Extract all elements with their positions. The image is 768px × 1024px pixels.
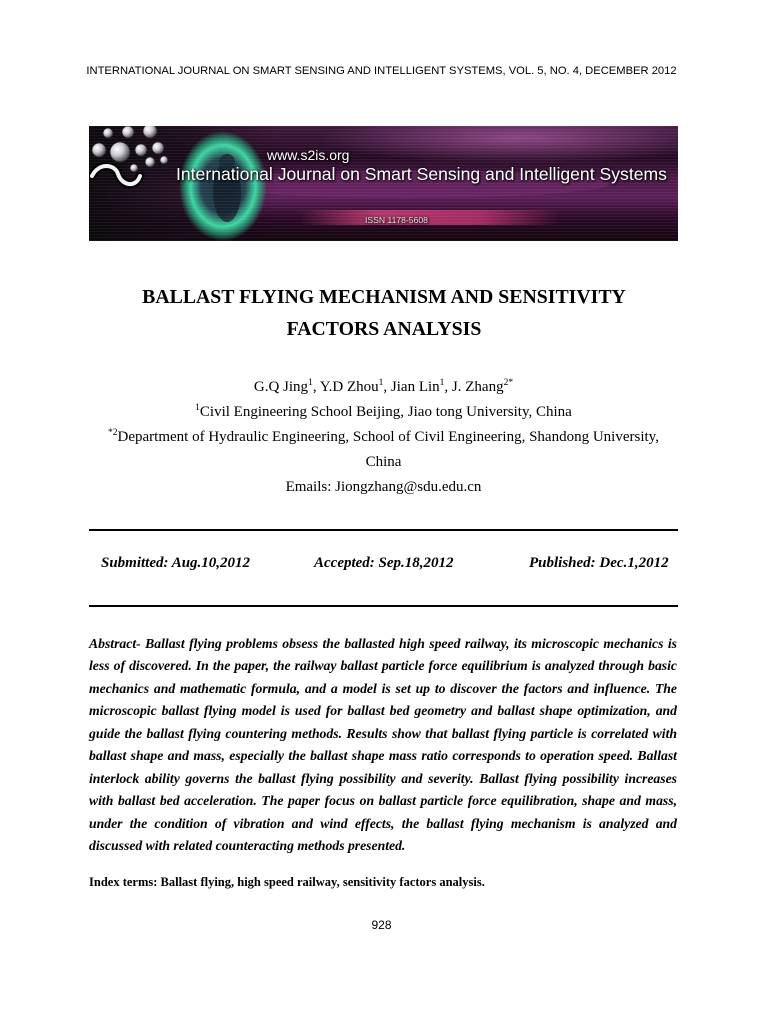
affiliation-mark: 1 [195, 403, 200, 413]
author-name: J. Zhang [451, 379, 504, 395]
abstract-line: ballast shape and mass, especially the ballast shape mass ratio corresponds to operation speed. Ballast [89, 748, 677, 764]
contact-emails: Emails: Jiongzhang@sdu.edu.cn [285, 479, 482, 495]
divider-top [89, 529, 678, 531]
page-number: 928 [371, 918, 392, 932]
affiliation-text: Department of Hydraulic Engineering, School of Civil Engineering, Shandong University, China [117, 429, 659, 470]
abstract-line: guide the ballast flying countering methods. Results show that ballast flying particle is correlated with [89, 725, 677, 741]
banner-journal-name: International Journal on Smart Sensing and Intelligent Systems [176, 164, 667, 184]
abstract [89, 633, 677, 857]
abstract-line: Abstract- Ballast flying problems obsess the ballasted high speed railway, its microscopic mechanics is [89, 636, 677, 651]
author-separator: , [444, 379, 452, 395]
date-published: Published: Dec.1,2012 [529, 555, 669, 571]
index-terms: Index terms: Ballast flying, high speed railway, sensitivity factors analysis. [89, 875, 485, 889]
journal-banner [89, 126, 678, 241]
divider-bottom [89, 605, 678, 607]
author-name: G.Q Jing [253, 379, 309, 395]
abstract-line: less of discovered. In the paper, the railway ballast particle force equilibrium is analyzed through basic [89, 658, 677, 674]
abstract-line: microscopic ballast flying model is used for ballast bed geometry and ballast shape optimization, and [89, 703, 677, 719]
abstract-line: under the condition of vibration and wind effects, the ballast flying mechanism is analyzed and [89, 815, 677, 831]
abstract-line: with ballast bed acceleration. The paper focus on ballast particle force equilibration, shape and mass, [89, 793, 677, 809]
running-header: INTERNATIONAL JOURNAL ON SMART SENSING AND INTELLIGENT SYSTEMS, VOL. 5, NO. 4, DECEMBER 2012 [86, 65, 677, 77]
author-list [96, 375, 671, 400]
author-affiliation-mark: 1 [439, 378, 445, 388]
banner-url-text: www.s2is.org [267, 147, 350, 163]
author-name: Jian Lin [390, 379, 440, 395]
abstract-line: discussed with related counteracting methods presented. [89, 837, 406, 853]
author-affiliation-mark: 1 [308, 378, 313, 388]
paper-title: BALLAST FLYING MECHANISM AND SENSITIVITY FACTORS ANALYSIS [142, 286, 626, 340]
affiliation-text: Civil Engineering School Beijing, Jiao tong University, China [199, 404, 572, 420]
date-submitted: Submitted: Aug.10,2012 [101, 555, 251, 571]
affiliation-2 [96, 425, 671, 475]
abstract-line: interlock ability governs the ballast flying possibility and severity. Ballast flying possibility increases [89, 770, 677, 786]
author-separator: , [312, 379, 320, 395]
abstract-line: mechanics and mathematic formula, and a model is set up to discover the factors and influence. The [89, 680, 677, 696]
author-affiliation-mark: 2* [503, 378, 514, 388]
affiliation-mark: *2 [108, 428, 118, 438]
publication-dates [0, 551, 768, 576]
banner-issn: ISSN 1178-5608 [365, 215, 428, 225]
author-separator: , [383, 379, 391, 395]
author-name: Y.D Zhou [319, 379, 379, 395]
date-accepted: Accepted: Sep.18,2012 [314, 555, 454, 571]
front-matter [96, 375, 671, 500]
author-affiliation-mark: 1 [378, 378, 384, 388]
affiliation-1 [96, 400, 671, 425]
